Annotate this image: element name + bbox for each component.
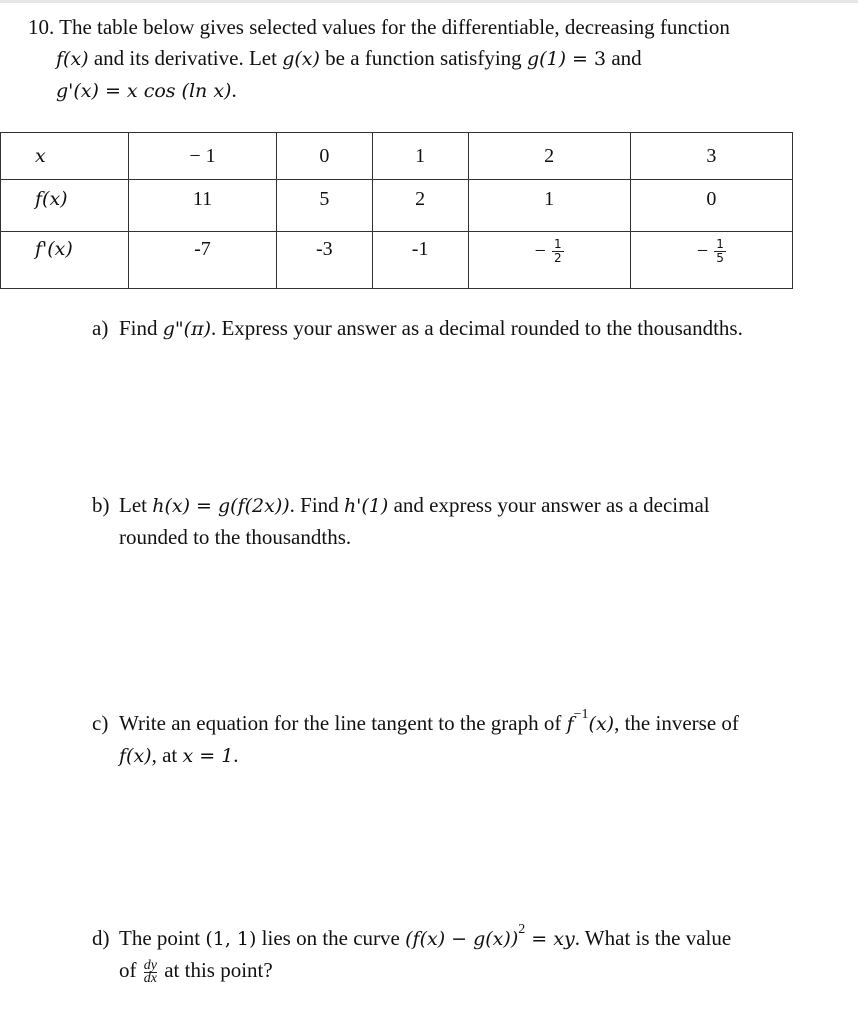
math-expr: (x): [588, 713, 615, 735]
table-cell: 1: [372, 133, 468, 180]
table-cell: -3: [276, 232, 372, 289]
table-cell: 11: [129, 180, 277, 232]
table-cell: − 1: [129, 133, 277, 180]
intro-g1: g(1): [526, 48, 567, 70]
minus-sign: −: [534, 240, 546, 262]
table-cell: 0: [630, 180, 792, 232]
math-expr: x = 1: [182, 745, 234, 767]
superscript: −1: [573, 707, 589, 722]
math-expr: f: [566, 713, 574, 735]
question-text: The point: [119, 926, 206, 950]
intro-gx: g(x): [282, 48, 320, 70]
question-text: , at: [151, 743, 183, 767]
question-label: a): [92, 316, 109, 340]
question-text: . What is the value: [574, 926, 732, 950]
values-table: [0, 132, 793, 289]
table-cell: 2: [468, 133, 630, 180]
table-row: [1, 180, 793, 232]
fraction-denominator: 2: [553, 251, 562, 265]
math-expr: f(x): [119, 745, 152, 767]
dy-dx-fraction: [143, 957, 157, 986]
table-cell-fraction: [630, 232, 792, 289]
row-header-x: x: [1, 133, 129, 180]
intro-fx: f(x): [56, 48, 89, 70]
question-text: . Express your answer as a decimal rounded to the thousandths.: [210, 316, 743, 340]
fraction-numerator: 1: [553, 237, 562, 251]
problem-statement: [28, 12, 828, 107]
table-row: [1, 133, 793, 180]
question-text: and express your answer as a decimal: [388, 493, 710, 517]
table-cell: 5: [276, 180, 372, 232]
top-divider: [0, 0, 858, 3]
math-expr: (1, 1): [205, 928, 257, 950]
intro-text: and: [606, 46, 642, 70]
table-cell: 2: [372, 180, 468, 232]
math-expr: g"(π): [162, 318, 211, 340]
problem-number: 10.: [28, 15, 55, 39]
intro-gprime: g'(x): [56, 80, 99, 102]
intro-text: .: [231, 78, 237, 102]
table-cell: 0: [276, 133, 372, 180]
intro-line-1: The table below gives selected values for the differentiable, decreasing function: [59, 15, 730, 39]
question-text: at this point?: [158, 958, 273, 982]
question-text: .: [233, 743, 239, 767]
question-text: lies on the curve: [256, 926, 406, 950]
fraction-denominator: 5: [716, 251, 724, 265]
question-text: Let: [119, 493, 153, 517]
question-text: Write an equation for the line tangent to the graph of: [119, 711, 567, 735]
question-b: [92, 490, 812, 553]
intro-eq: = 3: [566, 48, 607, 70]
question-text: . Find: [289, 493, 344, 517]
math-expr: = g(f(2x)): [190, 495, 290, 517]
question-text: Find: [119, 316, 163, 340]
question-label: c): [92, 711, 109, 735]
table-cell: -1: [372, 232, 468, 289]
fraction: [552, 238, 564, 265]
row-header-fprime: f'(x): [1, 232, 129, 289]
table-cell: 3: [630, 133, 792, 180]
fraction-numerator: 1: [716, 237, 724, 251]
math-expr: h(x): [152, 495, 191, 517]
table-row: [1, 232, 793, 289]
fraction: [714, 238, 726, 265]
intro-text: and its derivative. Let: [88, 46, 283, 70]
intro-gprime-def: = x cos (ln x): [98, 80, 232, 102]
row-header-fx: f(x): [1, 180, 129, 232]
question-text: , the inverse of: [614, 711, 739, 735]
table-cell: 1: [468, 180, 630, 232]
minus-sign: −: [696, 240, 709, 262]
question-label: b): [92, 493, 110, 517]
question-c: [92, 703, 812, 772]
question-label: d): [92, 926, 110, 950]
math-expr: (f(x) − g(x)): [405, 928, 519, 950]
fraction-denominator: dx: [143, 970, 157, 986]
fraction-numerator: dy: [143, 957, 157, 973]
table-cell-fraction: [468, 232, 630, 289]
math-expr: h'(1): [343, 495, 389, 517]
superscript: 2: [518, 922, 526, 937]
question-d: [92, 918, 812, 986]
question-text: of: [119, 958, 142, 982]
question-text: rounded to the thousandths.: [119, 525, 352, 549]
question-a: [92, 313, 812, 345]
intro-text: be a function satisfying: [319, 46, 527, 70]
table-cell: -7: [129, 232, 277, 289]
math-expr: = xy: [525, 928, 575, 950]
